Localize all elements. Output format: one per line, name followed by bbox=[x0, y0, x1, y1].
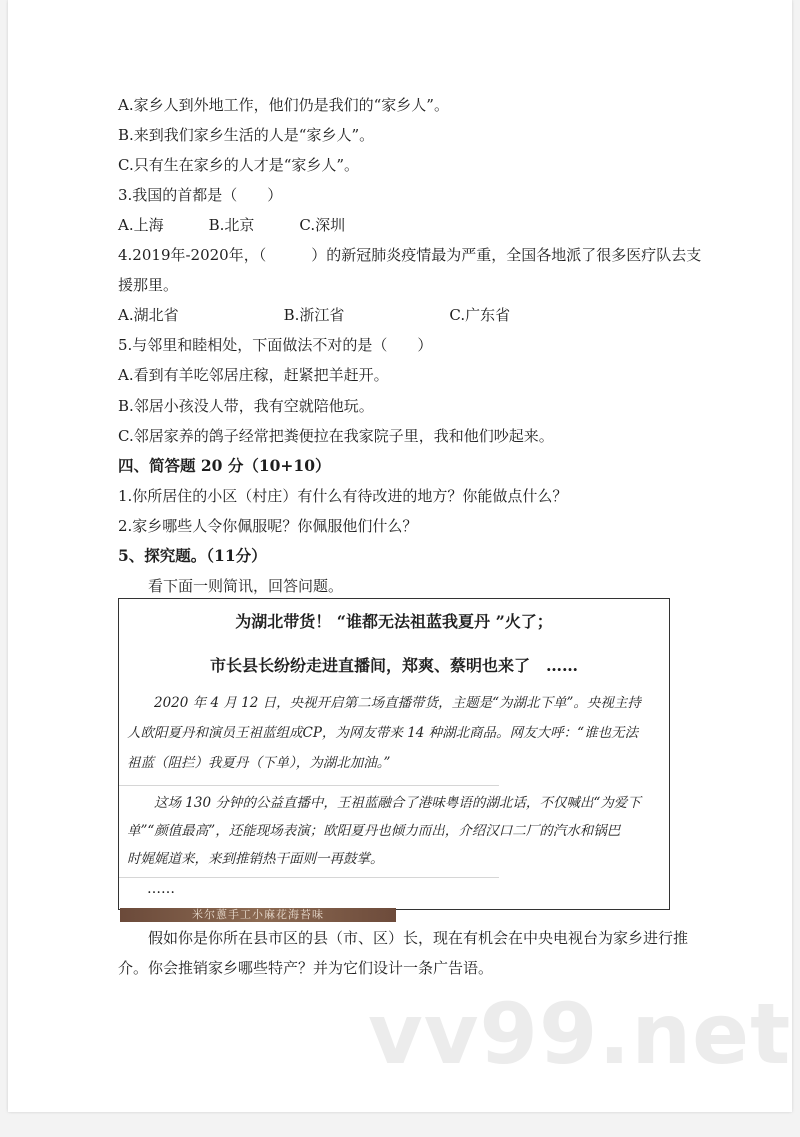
section-heading: 5、探究题。（11分） bbox=[118, 546, 267, 565]
option-line: A.看到有羊吃邻居庄稼，赶紧把羊赶开。 bbox=[118, 366, 389, 384]
instruction-line: 看下面一则简讯，回答问题。 bbox=[118, 577, 344, 595]
question-line: 4.2019年-2020年，（ ）的新冠肺炎疫情最为严重，全国各地派了很多医疗队去支 bbox=[118, 246, 702, 264]
news-paragraph-line: 2020 年 4 月 12 日，央视开启第二场直播带货，主题是“为湖北下单”。央视主持 bbox=[127, 695, 641, 711]
option-line: C.只有生在家乡的人才是“家乡人”。 bbox=[118, 156, 360, 174]
question-line: 1.你所居住的小区（村庄）有什么有待改进的地方？你能做点什么？ bbox=[118, 487, 568, 505]
news-subheadline: 市长县长纷纷走进直播间，郑爽、蔡明也来了 …… bbox=[209, 656, 578, 675]
option-line: A.上海 B.北京 C.深圳 bbox=[118, 216, 346, 234]
option-line: B.来到我们家乡生活的人是“家乡人”。 bbox=[118, 126, 375, 144]
task-line: 假如你是你所在县市区的县（市、区）长，现在有机会在中央电视台为家乡进行推 bbox=[118, 929, 689, 947]
news-ellipsis: …… bbox=[147, 881, 175, 897]
option-line: A.湖北省 B.浙江省 C.广东省 bbox=[118, 306, 511, 324]
news-paragraph-line: 人欧阳夏丹和演员王祖蓝组成CP，为网友带来 14 种湖北商品。网友大呼：“谁也无法 bbox=[127, 725, 639, 741]
option-line: A.家乡人到外地工作，他们仍是我们的“家乡人”。 bbox=[118, 96, 449, 114]
news-paragraph-line: 祖蓝（阻拦）我夏丹（下单），为湖北加油。” bbox=[127, 755, 391, 771]
question-line: 3.我国的首都是（ ） bbox=[118, 186, 283, 204]
news-headline: 为湖北带货！ “谁都无法祖蓝我夏丹 ”火了； bbox=[235, 612, 553, 631]
option-line: C.邻居家养的鸽子经常把粪便拉在我家院子里，我和他们吵起来。 bbox=[118, 427, 554, 445]
news-box bbox=[118, 598, 670, 910]
image-caption-strip: 米尔蔥手工小麻花海苔味 bbox=[120, 908, 396, 922]
watermark: vv99.net bbox=[368, 985, 792, 1083]
question-line: 援那里。 bbox=[118, 276, 179, 294]
news-paragraph-line: 单”“颜值最高”，还能现场表演；欧阳夏丹也倾力而出，介绍汉口二厂的汽水和锅巴 bbox=[127, 823, 621, 839]
section-heading: 四、简答题 20 分（10+10） bbox=[118, 456, 331, 475]
question-line: 2.家乡哪些人令你佩服呢？你佩服他们什么？ bbox=[118, 517, 418, 535]
news-paragraph-line: 时娓娓道来，来到推销热干面则一再鼓掌。 bbox=[127, 851, 384, 867]
divider bbox=[119, 877, 499, 878]
task-line: 介。你会推销家乡哪些特产？并为它们设计一条广告语。 bbox=[118, 959, 494, 977]
news-paragraph-line: 这场 130 分钟的公益直播中，王祖蓝融合了港味粤语的湖北话，不仅喊出“为爱下 bbox=[127, 795, 641, 811]
question-line: 5.与邻里和睦相处，下面做法不对的是（ ） bbox=[118, 336, 433, 354]
option-line: B.邻居小孩没人带，我有空就陪他玩。 bbox=[118, 397, 374, 415]
divider bbox=[119, 785, 499, 786]
